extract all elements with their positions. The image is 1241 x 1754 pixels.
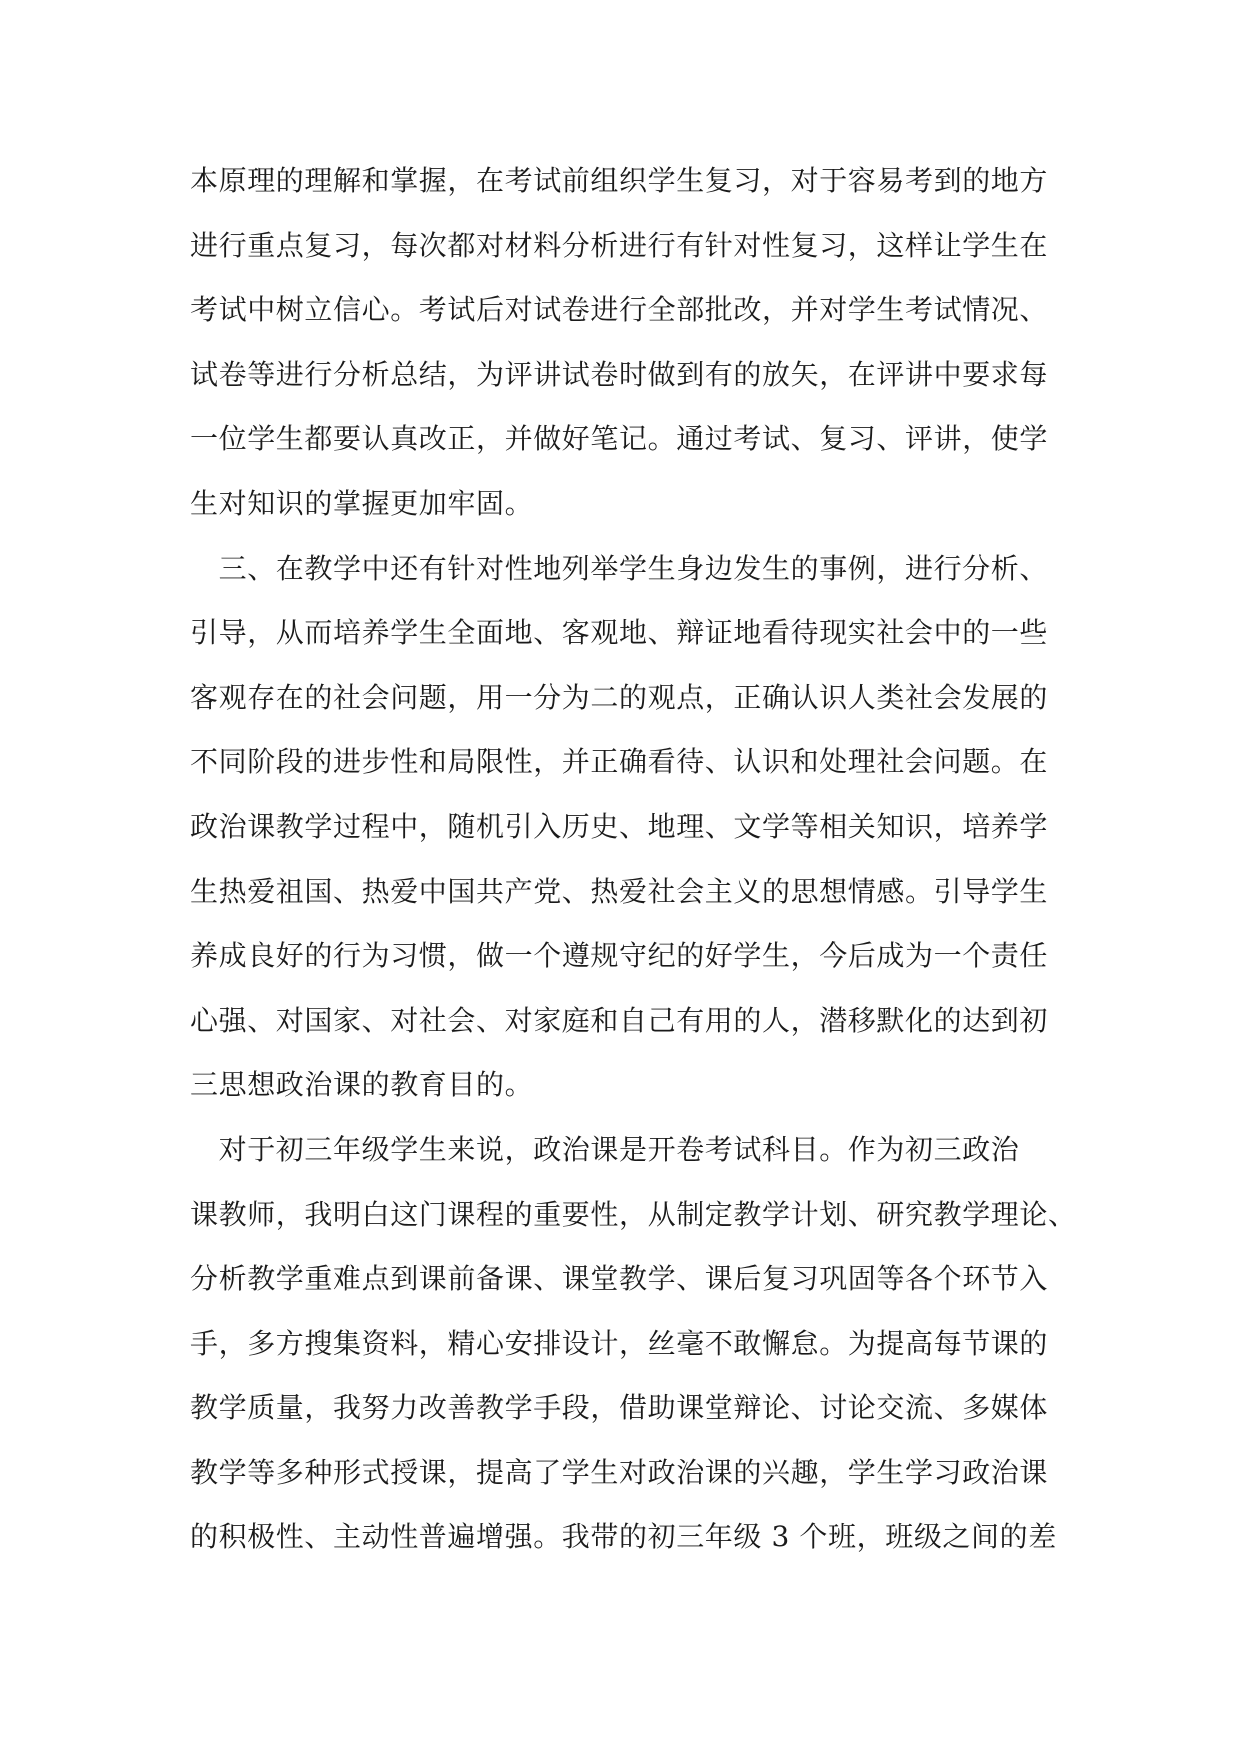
text-line: 本原理的理解和掌握，在考试前组织学生复习，对于容易考到的地方 [190,164,1049,197]
text-line: 心强、对国家、对社会、对家庭和自己有用的人，潜移默化的达到初 [190,1003,1049,1037]
text-line: 三、在教学中还有针对性地列举学生身边发生的事例，进行分析、 [190,551,1049,585]
text-line: 教学质量，我努力改善教学手段，借助课堂辩论、讨论交流、多媒体 [190,1391,1049,1425]
text-line: 试卷等进行分析总结，为评讲试卷时做到有的放矢，在评讲中要求每 [190,357,1049,391]
text-line: 分析教学重难点到课前备课、课堂教学、课后复习巩固等各个环节入 [190,1262,1049,1296]
text-line: 生对知识的掌握更加牢固。 [190,486,534,520]
body-text [190,149,1077,1570]
text-line: 课教师，我明白这门课程的重要性，从制定教学计划、研究教学理论、 [190,1197,1077,1231]
text-line: 一位学生都要认真改正，并做好笔记。通过考试、复习、评讲，使学 [190,422,1049,456]
text-line: 进行重点复习，每次都对材料分析进行有针对性复习，这样让学生在 [190,228,1049,262]
text-line: 三思想政治课的教育目的。 [190,1068,534,1102]
text-line: 对于初三年级学生来说，政治课是开卷考试科目。作为初三政治 [190,1132,1020,1166]
text-line: 手，多方搜集资料，精心安排设计，丝毫不敢懈怠。为提高每节课的 [190,1326,1049,1360]
text-line: 引导，从而培养学生全面地、客观地、辩证地看待现实社会中的一些 [190,616,1049,650]
text-line: 不同阶段的进步性和局限性，并正确看待、认识和处理社会问题。在 [190,745,1049,779]
text-line: 生热爱祖国、热爱中国共产党、热爱社会主义的思想情感。引导学生 [190,874,1049,908]
text-line: 的积极性、主动性普遍增强。我带的初三年级 3 个班，班级之间的差 [190,1520,1057,1554]
text-line: 养成良好的行为习惯，做一个遵规守纪的好学生，今后成为一个责任 [190,939,1049,973]
text-line: 教学等多种形式授课，提高了学生对政治课的兴趣，学生学习政治课 [190,1455,1049,1489]
text-line: 政治课教学过程中，随机引入历史、地理、文学等相关知识，培养学 [190,809,1049,843]
text-line: 考试中树立信心。考试后对试卷进行全部批改，并对学生考试情况、 [190,293,1049,327]
text-line: 客观存在的社会问题，用一分为二的观点，正确认识人类社会发展的 [190,680,1049,714]
